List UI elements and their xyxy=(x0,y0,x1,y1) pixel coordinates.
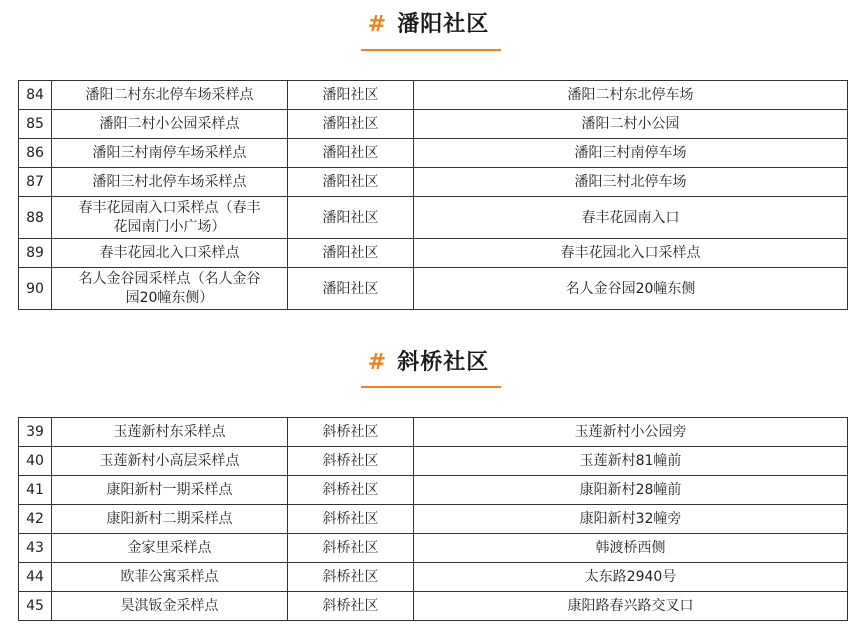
sampling-point-name: 春丰花园北入口采样点 xyxy=(52,239,288,268)
section-title-text: 潘阳社区 xyxy=(397,12,490,37)
row-number: 41 xyxy=(19,476,52,505)
sampling-point-name: 康阳新村一期采样点 xyxy=(52,476,288,505)
sampling-point-name: 玉莲新村小高层采样点 xyxy=(52,447,288,476)
row-number: 42 xyxy=(19,505,52,534)
sampling-location: 玉莲新村81幢前 xyxy=(414,447,848,476)
sampling-location: 潘阳二村小公园 xyxy=(414,110,848,139)
sampling-point-name-line1: 春丰花园南入口采样点（春丰 xyxy=(78,199,261,216)
sampling-point-name: 玉莲新村东采样点 xyxy=(52,418,288,447)
sampling-location: 潘阳二村东北停车场 xyxy=(414,81,848,110)
sampling-table-xieqiao xyxy=(18,417,848,621)
sampling-location: 名人金谷园20幢东侧 xyxy=(414,268,848,310)
sampling-point-name: 潘阳三村南停车场采样点 xyxy=(52,139,288,168)
row-number: 40 xyxy=(19,447,52,476)
row-number: 44 xyxy=(19,563,52,592)
title-underline xyxy=(361,49,501,51)
community-name: 斜桥社区 xyxy=(288,505,414,534)
row-number: 43 xyxy=(19,534,52,563)
table-row xyxy=(19,476,848,505)
section-title-text: 斜桥社区 xyxy=(397,350,490,375)
sampling-table-panyang xyxy=(18,80,848,310)
table-row xyxy=(19,239,848,268)
community-name: 潘阳社区 xyxy=(288,81,414,110)
title-underline xyxy=(361,386,501,388)
sampling-location: 太东路2940号 xyxy=(414,563,848,592)
sampling-location: 康阳新村28幢前 xyxy=(414,476,848,505)
row-number: 86 xyxy=(19,139,52,168)
table-row xyxy=(19,110,848,139)
table-row xyxy=(19,563,848,592)
sampling-point-name: 金家里采样点 xyxy=(52,534,288,563)
community-name: 潘阳社区 xyxy=(288,139,414,168)
table-row xyxy=(19,418,848,447)
row-number: 87 xyxy=(19,168,52,197)
table-row xyxy=(19,447,848,476)
hash-icon: # xyxy=(367,12,388,37)
community-name: 斜桥社区 xyxy=(288,476,414,505)
community-name: 斜桥社区 xyxy=(288,563,414,592)
sampling-location: 玉莲新村小公园旁 xyxy=(414,418,848,447)
sampling-location: 春丰花园南入口 xyxy=(414,197,848,239)
sampling-location: 韩渡桥西侧 xyxy=(414,534,848,563)
community-name: 斜桥社区 xyxy=(288,534,414,563)
sampling-point-name: 潘阳三村北停车场采样点 xyxy=(52,168,288,197)
table-row xyxy=(19,534,848,563)
sampling-point-name: 康阳新村二期采样点 xyxy=(52,505,288,534)
sampling-point-name: 昊淇钣金采样点 xyxy=(52,592,288,621)
sampling-location: 春丰花园北入口采样点 xyxy=(414,239,848,268)
community-name: 潘阳社区 xyxy=(288,110,414,139)
community-name: 斜桥社区 xyxy=(288,418,414,447)
row-number: 90 xyxy=(19,268,52,310)
row-number: 84 xyxy=(19,81,52,110)
community-name: 潘阳社区 xyxy=(288,239,414,268)
sampling-location: 潘阳三村南停车场 xyxy=(414,139,848,168)
row-number: 45 xyxy=(19,592,52,621)
table-row xyxy=(19,168,848,197)
sampling-point-name-line2: 花园南门小广场） xyxy=(113,218,226,235)
sampling-location: 潘阳三村北停车场 xyxy=(414,168,848,197)
sampling-point-name-line1: 名人金谷园采样点（名人金谷 xyxy=(78,270,261,287)
table-row xyxy=(19,268,848,310)
table-row xyxy=(19,592,848,621)
hash-icon: # xyxy=(367,350,388,375)
table-row xyxy=(19,505,848,534)
sampling-point-name: 欧菲公寓采样点 xyxy=(52,563,288,592)
table-row xyxy=(19,139,848,168)
row-number: 89 xyxy=(19,239,52,268)
row-number: 39 xyxy=(19,418,52,447)
sampling-point-name xyxy=(52,268,288,310)
row-number: 88 xyxy=(19,197,52,239)
section-title xyxy=(368,350,489,376)
sampling-point-name xyxy=(52,197,288,239)
sampling-point-name: 潘阳二村小公园采样点 xyxy=(52,110,288,139)
community-name: 斜桥社区 xyxy=(288,447,414,476)
community-name: 斜桥社区 xyxy=(288,592,414,621)
table-row xyxy=(19,81,848,110)
table-row xyxy=(19,197,848,239)
sampling-location: 康阳新村32幢旁 xyxy=(414,505,848,534)
community-name: 潘阳社区 xyxy=(288,168,414,197)
section-title xyxy=(368,12,489,38)
sampling-point-name: 潘阳二村东北停车场采样点 xyxy=(52,81,288,110)
sampling-point-name-line2: 园20幢东侧） xyxy=(125,289,214,306)
section-header-panyang xyxy=(0,12,857,38)
community-name: 潘阳社区 xyxy=(288,197,414,239)
sampling-location: 康阳路春兴路交叉口 xyxy=(414,592,848,621)
community-name: 潘阳社区 xyxy=(288,268,414,310)
section-header-xieqiao xyxy=(0,350,857,376)
row-number: 85 xyxy=(19,110,52,139)
